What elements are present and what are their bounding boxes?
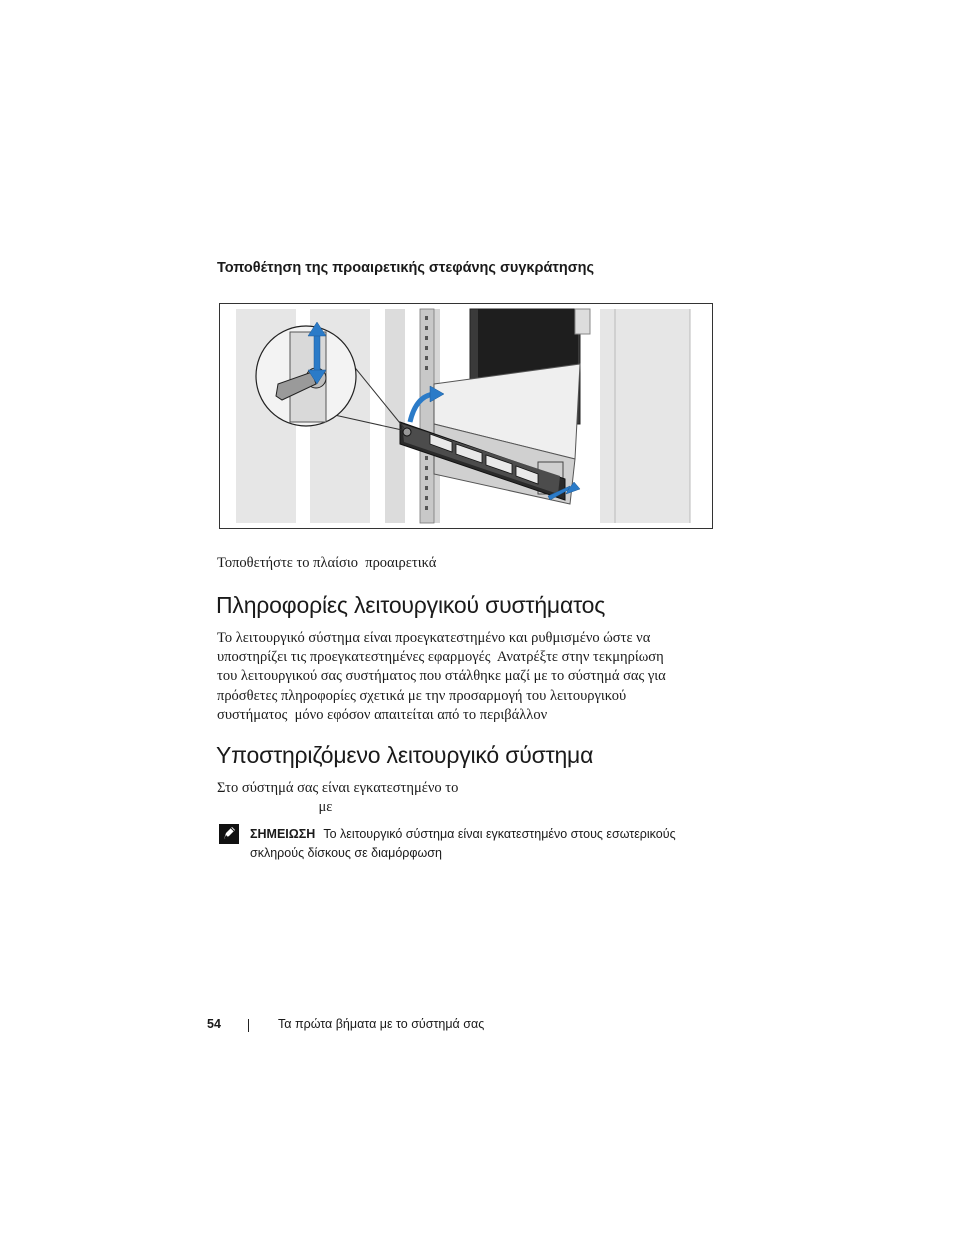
lock-detail-callout (256, 326, 404, 430)
bezel-installation-illustration (219, 303, 713, 529)
paragraph-line: υποστηρίζει τις προεγκατεστημένες εφαρμογές Ανατρέξτε στην τεκμηρίωση (217, 649, 664, 666)
note-block (250, 825, 710, 863)
paragraph-line: Το λειτουργικό σύστημα είναι προεγκατεστημένο και ρυθμισμένο ώστε να (217, 630, 651, 646)
pencil-note-icon (219, 824, 239, 844)
figure-heading: Τοποθέτηση της προαιρετικής στεφάνης συγκράτησης (217, 260, 595, 276)
rack-rail (420, 309, 434, 523)
note-label: ΣΗΜΕΙΩΣΗ (250, 827, 316, 841)
paragraph-line: του λειτουργικού σας συστήματος που στάλθηκε μαζί με το σύστημά σας για (217, 668, 666, 685)
paragraph-line: Στο σύστημά σας είναι εγκατεστημένο το (217, 780, 459, 796)
footer-separator (248, 1019, 249, 1032)
paragraph-line: συστήματος μόνο εφόσον απαιτείται από το περιβάλλον (217, 706, 548, 723)
os-info-paragraph (217, 629, 717, 725)
figure-caption: Τοποθετήστε το πλαίσιο προαιρετικά (217, 555, 437, 571)
os-info-heading: Πληροφορίες λειτουργικού συστήματος (216, 592, 606, 618)
page-number: 54 (207, 1017, 221, 1031)
supported-os-heading: Υποστηριζόμενο λειτουργικό σύστημα (216, 742, 594, 768)
footer-title: Τα πρώτα βήματα με το σύστημά σας (278, 1017, 485, 1031)
paragraph-line: με (217, 799, 333, 816)
paragraph-line: πρόσθετες πληροφορίες σχετικά με την προσαρμογή του λειτουργικού (217, 687, 627, 704)
supported-os-paragraph (217, 779, 458, 817)
note-body: Το λειτουργικό σύστημα είναι εγκατεστημένο στους εσωτερικούς σκληρούς δίσκους σε διαμόρφωση (250, 827, 676, 860)
